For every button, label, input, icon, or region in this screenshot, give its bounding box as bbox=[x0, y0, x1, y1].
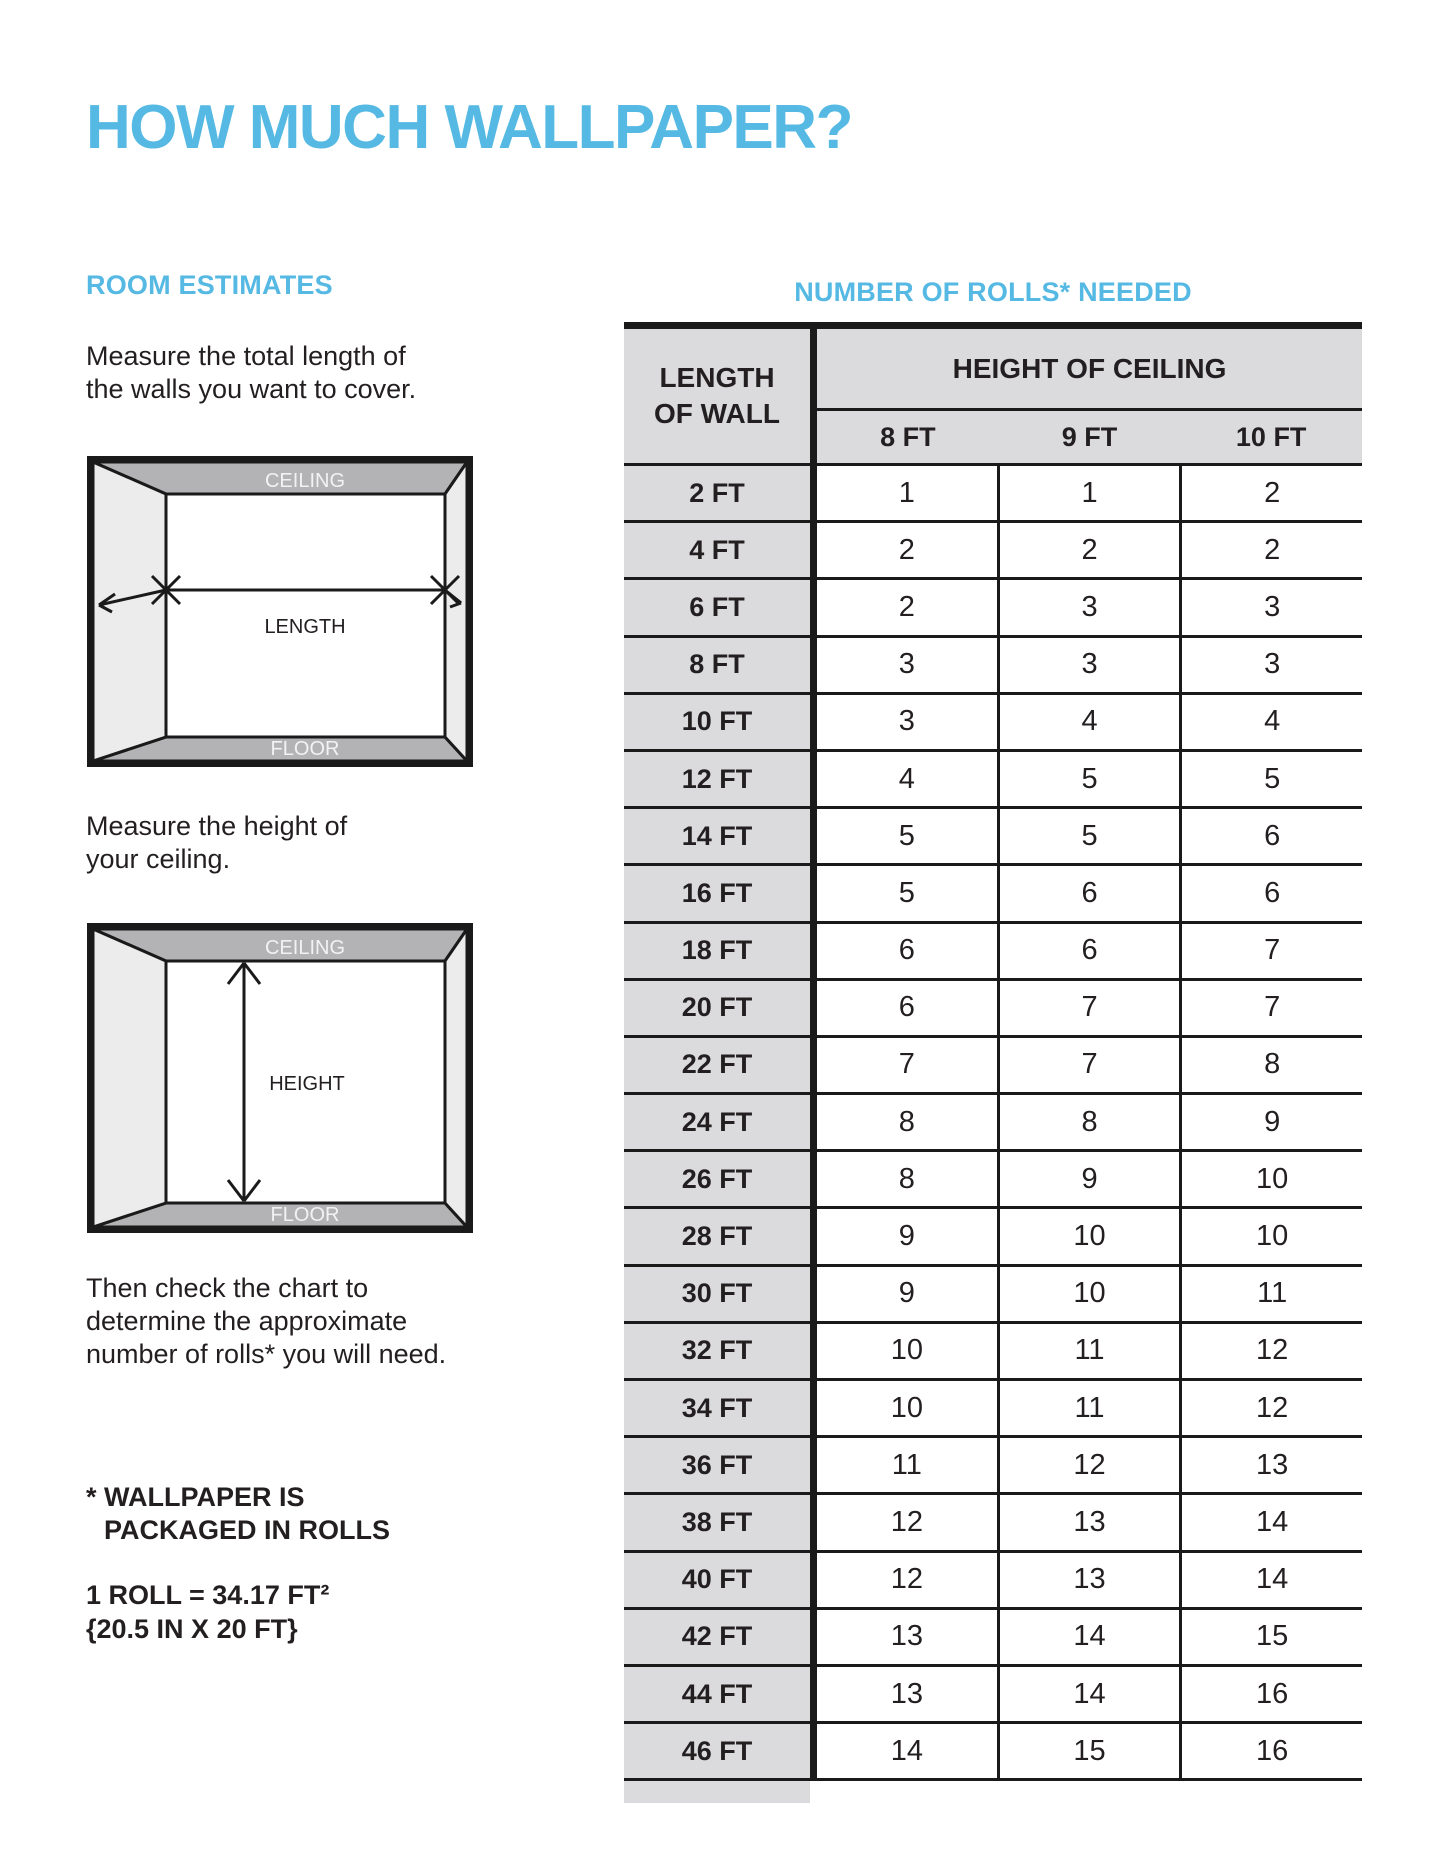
rolls-value-8ft: 13 bbox=[817, 1667, 997, 1721]
rolls-value-8ft: 2 bbox=[817, 523, 997, 577]
rolls-value-9ft: 4 bbox=[997, 695, 1180, 749]
table-row bbox=[624, 924, 1362, 981]
column-divider bbox=[810, 580, 817, 634]
right-wall-panel bbox=[445, 929, 467, 1227]
roll-size-line: {20.5 IN X 20 FT} bbox=[86, 1614, 298, 1644]
length-of-wall-cell: 10 FT bbox=[624, 695, 810, 749]
column-divider bbox=[810, 1667, 817, 1721]
length-of-wall-cell: 4 FT bbox=[624, 523, 810, 577]
column-divider bbox=[810, 1267, 817, 1321]
rolls-value-8ft: 12 bbox=[817, 1495, 997, 1549]
rolls-value-10ft: 12 bbox=[1179, 1381, 1362, 1435]
measure-length-paragraph bbox=[86, 340, 416, 406]
rolls-value-10ft: 2 bbox=[1179, 523, 1362, 577]
rolls-value-10ft: 2 bbox=[1179, 466, 1362, 520]
table-row bbox=[624, 1724, 1362, 1781]
column-divider bbox=[810, 809, 817, 863]
length-of-wall-cell: 38 FT bbox=[624, 1495, 810, 1549]
table-row bbox=[624, 695, 1362, 752]
rolls-value-9ft: 13 bbox=[997, 1553, 1180, 1607]
length-of-wall-cell: 28 FT bbox=[624, 1209, 810, 1263]
length-of-wall-cell: 24 FT bbox=[624, 1095, 810, 1149]
ceiling-height-subheaders bbox=[817, 411, 1362, 463]
page-title: HOW MUCH WALLPAPER? bbox=[86, 93, 852, 162]
rolls-value-8ft: 4 bbox=[817, 752, 997, 806]
length-diagram bbox=[87, 456, 473, 767]
rolls-value-8ft: 10 bbox=[817, 1381, 997, 1435]
rolls-value-8ft: 5 bbox=[817, 809, 997, 863]
table-row bbox=[624, 1438, 1362, 1495]
measure-height-paragraph bbox=[86, 810, 347, 876]
rolls-value-10ft: 14 bbox=[1179, 1495, 1362, 1549]
column-divider bbox=[810, 1152, 817, 1206]
length-of-wall-cell: 18 FT bbox=[624, 924, 810, 978]
table-row bbox=[624, 752, 1362, 809]
paragraph-line: Measure the total length of bbox=[86, 341, 406, 371]
rolls-value-10ft: 12 bbox=[1179, 1324, 1362, 1378]
length-of-wall-cell: 2 FT bbox=[624, 466, 810, 520]
length-of-wall-cell: 8 FT bbox=[624, 638, 810, 692]
table-row bbox=[624, 523, 1362, 580]
table-row bbox=[624, 809, 1362, 866]
length-of-wall-cell: 44 FT bbox=[624, 1667, 810, 1721]
rolls-value-9ft: 5 bbox=[997, 809, 1180, 863]
header-line: OF WALL bbox=[654, 398, 780, 429]
column-divider bbox=[810, 752, 817, 806]
length-of-wall-cell: 14 FT bbox=[624, 809, 810, 863]
ceiling-label: CEILING bbox=[264, 937, 346, 959]
rolls-value-9ft: 12 bbox=[997, 1438, 1180, 1492]
length-of-wall-cell: 22 FT bbox=[624, 1038, 810, 1092]
rolls-value-10ft: 16 bbox=[1179, 1667, 1362, 1721]
table-row bbox=[624, 866, 1362, 923]
table-row bbox=[624, 580, 1362, 637]
wallpaper-rolls-footnote bbox=[86, 1481, 390, 1547]
table-row bbox=[624, 1553, 1362, 1610]
rolls-value-10ft: 7 bbox=[1179, 924, 1362, 978]
left-wall-panel bbox=[93, 462, 166, 761]
length-of-wall-cell: 26 FT bbox=[624, 1152, 810, 1206]
rolls-value-10ft: 15 bbox=[1179, 1610, 1362, 1664]
rolls-value-8ft: 7 bbox=[817, 1038, 997, 1092]
rolls-value-9ft: 7 bbox=[997, 1038, 1180, 1092]
rolls-value-10ft: 4 bbox=[1179, 695, 1362, 749]
table-row bbox=[624, 1667, 1362, 1724]
rolls-value-10ft: 13 bbox=[1179, 1438, 1362, 1492]
rolls-value-9ft: 10 bbox=[997, 1209, 1180, 1263]
room-estimates-heading: ROOM ESTIMATES bbox=[86, 270, 333, 300]
length-of-wall-cell: 16 FT bbox=[624, 866, 810, 920]
length-of-wall-cell: 42 FT bbox=[624, 1610, 810, 1664]
column-divider bbox=[810, 1553, 817, 1607]
rolls-value-9ft: 2 bbox=[997, 523, 1180, 577]
rolls-value-8ft: 10 bbox=[817, 1324, 997, 1378]
rolls-value-9ft: 11 bbox=[997, 1381, 1180, 1435]
table-bottom-stub bbox=[624, 1781, 810, 1803]
table-row bbox=[624, 1495, 1362, 1552]
header-line: LENGTH bbox=[659, 362, 775, 393]
length-of-wall-cell: 36 FT bbox=[624, 1438, 810, 1492]
length-of-wall-cell: 12 FT bbox=[624, 752, 810, 806]
table-row bbox=[624, 466, 1362, 523]
rolls-value-9ft: 7 bbox=[997, 981, 1180, 1035]
height-diagram bbox=[87, 923, 473, 1233]
rolls-value-8ft: 2 bbox=[817, 580, 997, 634]
rolls-table-body bbox=[624, 466, 1362, 1781]
rolls-value-10ft: 6 bbox=[1179, 866, 1362, 920]
left-wall-panel bbox=[93, 929, 166, 1227]
rolls-value-8ft: 5 bbox=[817, 866, 997, 920]
column-divider bbox=[810, 695, 817, 749]
rolls-value-9ft: 6 bbox=[997, 924, 1180, 978]
paragraph-line: your ceiling. bbox=[86, 844, 231, 874]
rolls-value-8ft: 6 bbox=[817, 981, 997, 1035]
rolls-value-10ft: 6 bbox=[1179, 809, 1362, 863]
footnote-line: * WALLPAPER IS bbox=[86, 1482, 305, 1512]
length-of-wall-cell: 20 FT bbox=[624, 981, 810, 1035]
rolls-value-10ft: 7 bbox=[1179, 981, 1362, 1035]
floor-label: FLOOR bbox=[270, 738, 340, 760]
rolls-value-10ft: 11 bbox=[1179, 1267, 1362, 1321]
ceiling-height-colgroup bbox=[817, 329, 1362, 463]
rolls-value-8ft: 1 bbox=[817, 466, 997, 520]
rolls-value-8ft: 12 bbox=[817, 1553, 997, 1607]
column-divider bbox=[810, 1438, 817, 1492]
paragraph-line: the walls you want to cover. bbox=[86, 374, 417, 404]
rolls-value-8ft: 13 bbox=[817, 1610, 997, 1664]
table-row bbox=[624, 1381, 1362, 1438]
rolls-value-10ft: 9 bbox=[1179, 1095, 1362, 1149]
column-divider bbox=[810, 1381, 817, 1435]
length-of-wall-cell: 34 FT bbox=[624, 1381, 810, 1435]
table-row bbox=[624, 1267, 1362, 1324]
floor-label: FLOOR bbox=[270, 1204, 340, 1226]
rolls-value-9ft: 14 bbox=[997, 1610, 1180, 1664]
paragraph-line: Measure the height of bbox=[86, 811, 348, 841]
right-wall-panel bbox=[445, 462, 467, 761]
rolls-value-10ft: 10 bbox=[1179, 1152, 1362, 1206]
rolls-value-9ft: 3 bbox=[997, 638, 1180, 692]
rolls-value-9ft: 13 bbox=[997, 1495, 1180, 1549]
table-row bbox=[624, 1038, 1362, 1095]
column-divider bbox=[810, 1724, 817, 1778]
table-row bbox=[624, 638, 1362, 695]
column-divider bbox=[810, 329, 817, 463]
rolls-value-10ft: 10 bbox=[1179, 1209, 1362, 1263]
table-top-border bbox=[624, 322, 1362, 329]
check-chart-paragraph bbox=[86, 1272, 446, 1371]
rolls-value-10ft: 14 bbox=[1179, 1553, 1362, 1607]
rolls-value-10ft: 8 bbox=[1179, 1038, 1362, 1092]
column-divider bbox=[810, 638, 817, 692]
rolls-value-9ft: 11 bbox=[997, 1324, 1180, 1378]
length-of-wall-header bbox=[624, 329, 810, 463]
footnote-line: PACKAGED IN ROLLS bbox=[104, 1515, 391, 1545]
column-divider bbox=[810, 924, 817, 978]
roll-size-line: 1 ROLL = 34.17 FT² bbox=[86, 1580, 330, 1610]
paragraph-line: number of rolls* you will need. bbox=[86, 1339, 447, 1369]
rolls-value-8ft: 9 bbox=[817, 1209, 997, 1263]
column-divider bbox=[810, 1610, 817, 1664]
column-divider bbox=[810, 1209, 817, 1263]
height-of-ceiling-header: HEIGHT OF CEILING bbox=[952, 352, 1227, 384]
length-label: LENGTH bbox=[264, 616, 346, 638]
rolls-value-9ft: 10 bbox=[997, 1267, 1180, 1321]
ceiling-label: CEILING bbox=[264, 470, 346, 492]
rolls-value-8ft: 6 bbox=[817, 924, 997, 978]
length-of-wall-cell: 30 FT bbox=[624, 1267, 810, 1321]
column-divider bbox=[810, 1495, 817, 1549]
rolls-value-10ft: 16 bbox=[1179, 1724, 1362, 1778]
table-row bbox=[624, 1095, 1362, 1152]
table-header bbox=[624, 329, 1362, 463]
rolls-value-9ft: 1 bbox=[997, 466, 1180, 520]
rolls-value-8ft: 14 bbox=[817, 1724, 997, 1778]
col-header-8ft: 8 FT bbox=[880, 421, 936, 452]
rolls-value-9ft: 15 bbox=[997, 1724, 1180, 1778]
length-of-wall-cell: 40 FT bbox=[624, 1553, 810, 1607]
length-of-wall-cell: 46 FT bbox=[624, 1724, 810, 1778]
col-header-9ft: 9 FT bbox=[1061, 421, 1118, 452]
rolls-value-8ft: 3 bbox=[817, 638, 997, 692]
rolls-needed-heading: NUMBER OF ROLLS* NEEDED bbox=[794, 277, 1192, 307]
rolls-value-9ft: 3 bbox=[997, 580, 1180, 634]
rolls-value-10ft: 3 bbox=[1179, 638, 1362, 692]
table-row bbox=[624, 1209, 1362, 1266]
col-header-10ft: 10 FT bbox=[1235, 421, 1307, 452]
rolls-value-9ft: 6 bbox=[997, 866, 1180, 920]
rolls-value-8ft: 3 bbox=[817, 695, 997, 749]
rolls-value-9ft: 5 bbox=[997, 752, 1180, 806]
rolls-value-9ft: 8 bbox=[997, 1095, 1180, 1149]
rolls-value-10ft: 3 bbox=[1179, 580, 1362, 634]
table-row bbox=[624, 1324, 1362, 1381]
length-of-wall-cell: 32 FT bbox=[624, 1324, 810, 1378]
table-row bbox=[624, 981, 1362, 1038]
column-divider bbox=[810, 1324, 817, 1378]
paragraph-line: determine the approximate bbox=[86, 1306, 408, 1336]
length-of-wall-cell: 6 FT bbox=[624, 580, 810, 634]
rolls-value-10ft: 5 bbox=[1179, 752, 1362, 806]
table-row bbox=[624, 1152, 1362, 1209]
column-divider bbox=[810, 523, 817, 577]
rolls-value-8ft: 8 bbox=[817, 1152, 997, 1206]
column-divider bbox=[810, 981, 817, 1035]
column-divider bbox=[810, 1095, 817, 1149]
rolls-value-8ft: 8 bbox=[817, 1095, 997, 1149]
rolls-value-9ft: 14 bbox=[997, 1667, 1180, 1721]
rolls-table bbox=[624, 322, 1362, 1803]
rolls-value-8ft: 9 bbox=[817, 1267, 997, 1321]
column-divider bbox=[810, 466, 817, 520]
table-row bbox=[624, 1610, 1362, 1667]
rolls-value-8ft: 11 bbox=[817, 1438, 997, 1492]
paragraph-line: Then check the chart to bbox=[86, 1273, 369, 1303]
column-divider bbox=[810, 866, 817, 920]
roll-size-note bbox=[86, 1578, 329, 1646]
column-divider bbox=[810, 1038, 817, 1092]
rolls-value-9ft: 9 bbox=[997, 1152, 1180, 1206]
height-label: HEIGHT bbox=[269, 1073, 345, 1095]
